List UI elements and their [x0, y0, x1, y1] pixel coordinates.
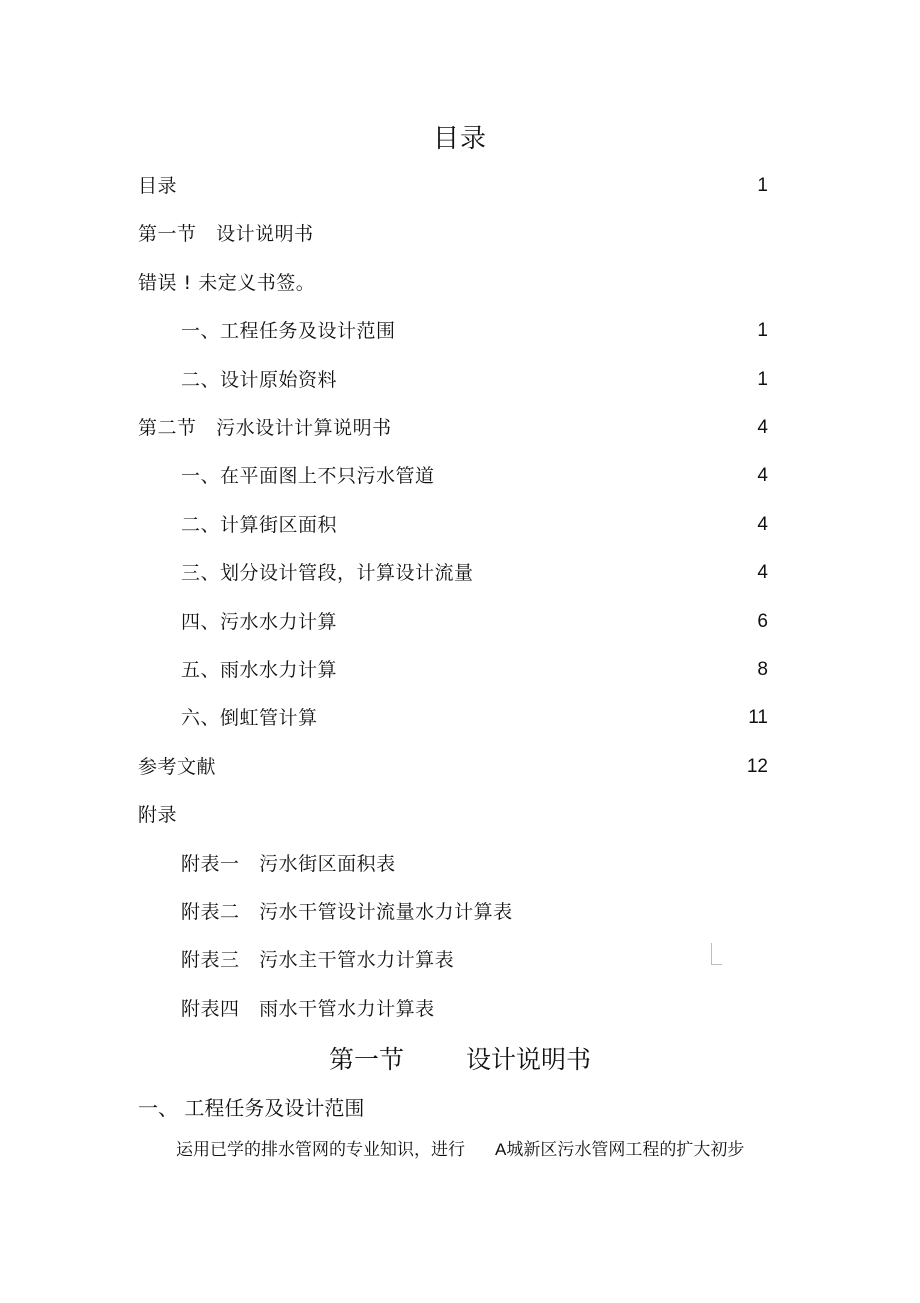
body-text-latin: A: [495, 1140, 507, 1159]
toc-entry[interactable]: [138, 850, 768, 878]
toc-entry-text: 附表二 污水干管设计流量水力计算表: [181, 901, 513, 923]
toc-entry[interactable]: [138, 995, 768, 1023]
body-text-part1: 运用已学的排水管网的专业知识，进行: [176, 1140, 465, 1160]
toc-entry-text: 一、工程任务及设计范围: [181, 320, 396, 342]
toc-entry-text: 四、污水水力计算: [181, 611, 338, 633]
toc-entry-page-number: 8: [757, 659, 768, 680]
toc-entry[interactable]: [138, 656, 768, 684]
toc-entry-page-number: 12: [746, 756, 768, 777]
toc-entry-page-number: 11: [748, 707, 768, 728]
toc-entry[interactable]: [138, 317, 768, 345]
toc-entry[interactable]: [138, 559, 768, 587]
section-title-text: 设计说明书: [466, 1045, 592, 1074]
toc-entry[interactable]: [138, 366, 768, 394]
toc-entry-page-number: 4: [757, 562, 768, 583]
toc-entry[interactable]: [138, 753, 768, 781]
toc-entry-text: 附表一 污水街区面积表: [181, 853, 396, 875]
toc-entry-text: 附表三 污水主干管水力计算表: [181, 949, 455, 971]
toc-entry[interactable]: [138, 172, 768, 200]
body-paragraph: [176, 1135, 744, 1160]
toc-entry-text: 二、设计原始资料: [181, 369, 338, 391]
toc-entry-page-number: 1: [757, 369, 768, 390]
toc-entry-page-number: 4: [757, 514, 768, 535]
toc-entry[interactable]: [138, 898, 768, 926]
toc-entry[interactable]: [138, 946, 768, 974]
toc-entry-page-number: 1: [757, 175, 768, 196]
toc-entry[interactable]: [138, 801, 768, 829]
body-text-part2: 城新区污水管网工程的扩大初步: [506, 1140, 745, 1160]
toc-entry[interactable]: [138, 269, 768, 297]
section-subheading: 一、 工程任务及设计范围: [138, 1096, 365, 1120]
toc-entry-text: 三、划分设计管段，计算设计流量: [181, 562, 474, 584]
toc-entry-text: 参考文献: [138, 756, 217, 778]
toc-entry-text: 二、计算街区面积: [181, 514, 338, 536]
toc-entry-page-number: 6: [757, 611, 768, 632]
toc-entry-text: 附录: [138, 804, 178, 826]
toc-entry-text: 附表四 雨水干管水力计算表: [181, 998, 435, 1020]
toc-entry[interactable]: [138, 220, 768, 248]
toc-entry-page-number: 1: [757, 320, 768, 341]
toc-entry[interactable]: [138, 414, 768, 442]
toc-entry-text: 错误 ! 未定义书签。: [138, 272, 316, 294]
section-title-number: 第一节: [328, 1045, 404, 1074]
toc-title: 目录: [432, 124, 487, 154]
toc-entry[interactable]: [138, 462, 768, 490]
toc-entry-page-number: 4: [757, 417, 768, 438]
toc-entry-text: 一、在平面图上不只污水管道: [181, 465, 435, 487]
toc-entry-text: 五、雨水水力计算: [181, 659, 338, 681]
toc-entry-page-number: 4: [757, 465, 768, 486]
toc-entry-text: 第二节 污水设计计算说明书: [138, 417, 392, 439]
toc-entry-text: 六、倒虹管计算: [181, 707, 318, 729]
toc-entry[interactable]: [138, 511, 768, 539]
toc-entry[interactable]: [138, 704, 768, 732]
section-title: [0, 1040, 920, 1076]
toc-entry-text: 第一节 设计说明书: [138, 223, 314, 245]
bookmark-marker: [711, 943, 722, 965]
toc-entry-text: 目录: [138, 175, 178, 197]
toc-entry[interactable]: [138, 608, 768, 636]
